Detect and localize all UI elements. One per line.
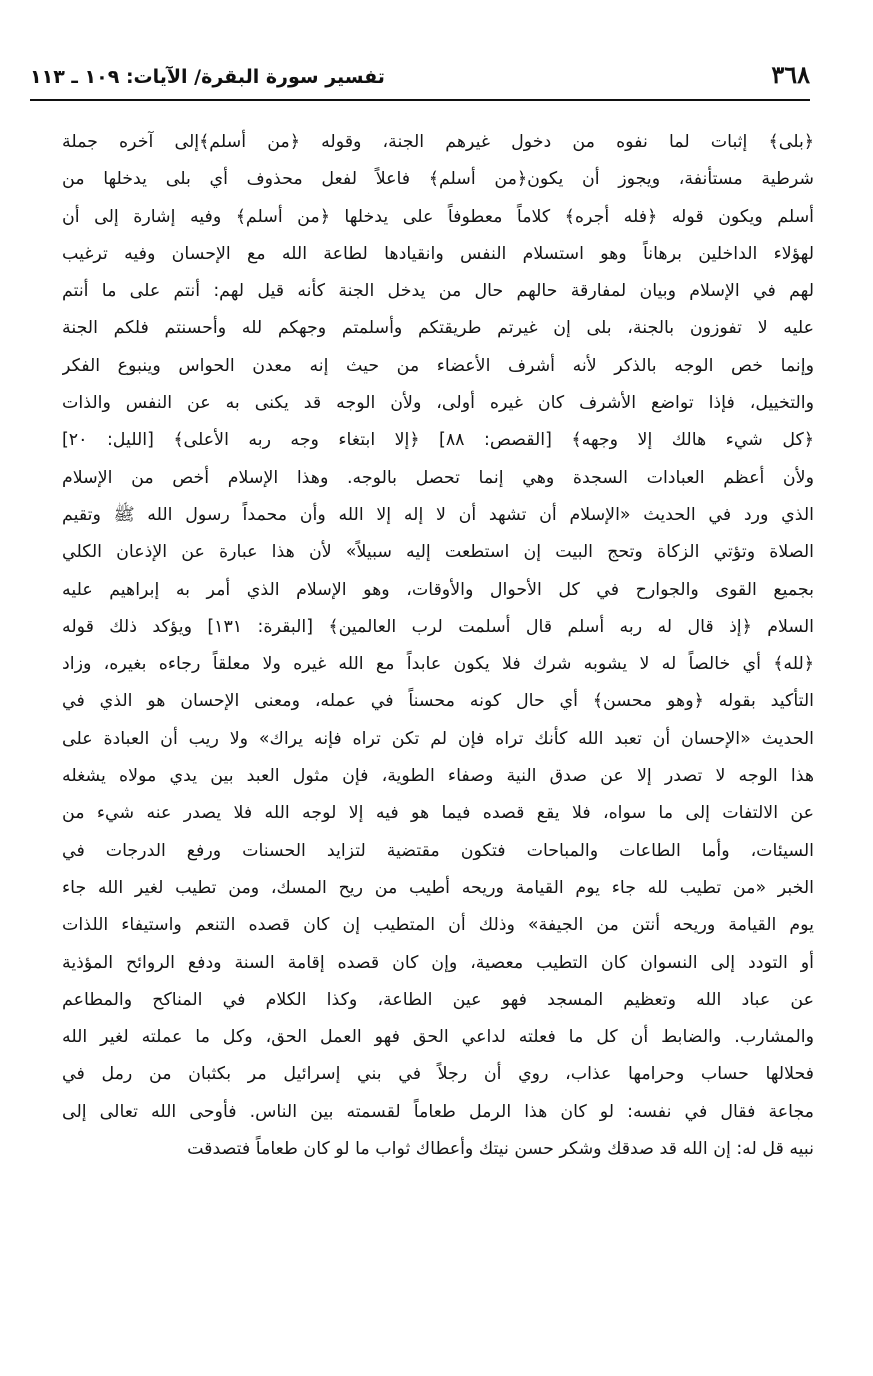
text-line: والمشارب. والضابط أن كل ما فعلته لداعي الحق فهو العمل الحق، وكل ما عملته لغير الله	[62, 1027, 814, 1048]
text-line: السيئات، وأما الطاعات والمباحات فتكون مقتضية لتزايد الحسنات ورفع الدرجات في	[62, 840, 814, 861]
text-line: عن عباد الله وتعظيم المسجد فهو عين الطاعة، وكذا الكلام في المناكح والمطاعم	[62, 989, 814, 1010]
text-line: يوم القيامة وريحه أنتن من الجيفة» وذلك أن المتطيب إن كان قصده التنعم واستيفاء اللذات	[62, 915, 814, 936]
text-line: أو التودد إلى النسوان كان التطيب معصية، وإن كان قصده إقامة السنة ودفع الروائح المؤذية	[62, 952, 814, 973]
text-line: الحديث «الإحسان أن تعبد الله كأنك تراه فإن لم تكن تراه فإنه يراك» ولا ريب أن العبادة على	[62, 728, 814, 749]
text-line: ﴿لله﴾ أي خالصاً له لا يشوبه شرك فلا يكون عابداً مع الله غيره ولا معلقاً رجاءه بغيره، وزاد	[62, 654, 814, 675]
text-line: هذا الوجه لا تصدر إلا عن صدق النية وصفاء الطوية، فإن مثول العبد بين يدي مولاه يشغله	[62, 766, 814, 787]
text-line: السلام ﴿إذ قال له ربه أسلم قال أسلمت لرب العالمين﴾ [البقرة: ١٣١] ويؤكد ذلك قوله	[62, 616, 814, 637]
text-line: عليه لا تفوزون بالجنة، بلى إن غيرتم طريقتكم وأسلمتم وجهكم لله وأحسنتم فلكم الجنة	[62, 318, 814, 339]
page-number: ٣٦٨	[771, 60, 810, 89]
text-line: نبيه قل له: إن الله قد صدقك وشكر حسن نيتك وأعطاك ثواب ما لو كان طعاماً فتصدقت	[187, 1139, 814, 1160]
body-text	[62, 124, 814, 1168]
text-line: لهم في الإسلام وبيان لمفارقة حالهم حال من يدخل الجنة كأنه قيل لهم: أنتم على ما أنتم	[62, 281, 814, 302]
text-line: لهؤلاء الداخلين برهاناً وهو استسلام النفس وانقيادها لطاعة الله مع الإحسان وفيه ترغيب	[62, 243, 814, 264]
header-rule	[30, 99, 810, 101]
text-line: الخبر «من تطيب لله جاء يوم القيامة وريحه أطيب من ريح المسك، ومن تطيب لغير الله جاء	[62, 877, 814, 898]
text-line: الصلاة وتؤتي الزكاة وتحج البيت إن استطعت إليه سبيلاً» لأن هذا عبارة عن الإذعان الكلي	[62, 542, 814, 563]
text-line: أسلم ويكون قوله ﴿فله أجره﴾ كلاماً معطوفاً على يدخلها ﴿من أسلم﴾ وفيه إشارة إلى أن	[62, 206, 814, 227]
text-line: ولأن أعظم العبادات السجدة وهي إنما تحصل بالوجه. وهذا الإسلام أخص من الإسلام	[62, 467, 814, 488]
text-line: الذي ورد في الحديث «الإسلام أن تشهد أن لا إله إلا الله وأن محمداً رسول الله ﷺ وتقيم	[62, 504, 814, 525]
running-title: تفسير سورة البقرة/ الآيات: ١٠٩ ـ ١١٣	[30, 66, 385, 88]
text-line: فحلالها حساب وحرامها عذاب، روي أن رجلاً في بني إسرائيل مر بكثبان من رمل في	[62, 1064, 814, 1085]
text-line: بجميع القوى والجوارح في كل الأحوال والأوقات، وهو الإسلام الذي أمر به إبراهيم عليه	[62, 579, 814, 600]
text-line: ﴿بلى﴾ إثبات لما نفوه من دخول غيرهم الجنة، وقوله ﴿من أسلم﴾إلى آخره جملة	[62, 132, 814, 152]
text-line: والتخييل، فإذا تواضع الأشرف كان غيره أولى، ولأن الوجه قد يكنى به عن النفس والذات	[62, 393, 814, 414]
text-line: مجاعة فقال في نفسه: لو كان هذا الرمل طعاماً لقسمته بين الناس. فأوحى الله تعالى إلى	[62, 1101, 814, 1122]
page-header	[30, 58, 810, 98]
text-line: وإنما خص الوجه بالذكر لأنه أشرف الأعضاء من حيث إنه معدن الحواس وينبوع الفكر	[62, 355, 814, 376]
text-line: ﴿كل شيء هالك إلا وجهه﴾ [القصص: ٨٨] ﴿إلا ابتغاء وجه ربه الأعلى﴾ [الليل: ٢٠]	[62, 430, 814, 451]
text-line: عن الالتفات إلى ما سواه، فلا يقع قصده فيما هو فيه إلا لوجه الله فلا يصدر عنه شيء من	[62, 803, 814, 824]
text-line: شرطية مستأنفة، ويجوز أن يكون﴿من أسلم﴾ فاعلاً لفعل محذوف أي بلى يدخلها من	[62, 169, 814, 190]
text-line: التأكيد بقوله ﴿وهو محسن﴾ أي حال كونه محسناً في عمله، ومعنى الإحسان هو الذي في	[62, 691, 814, 712]
